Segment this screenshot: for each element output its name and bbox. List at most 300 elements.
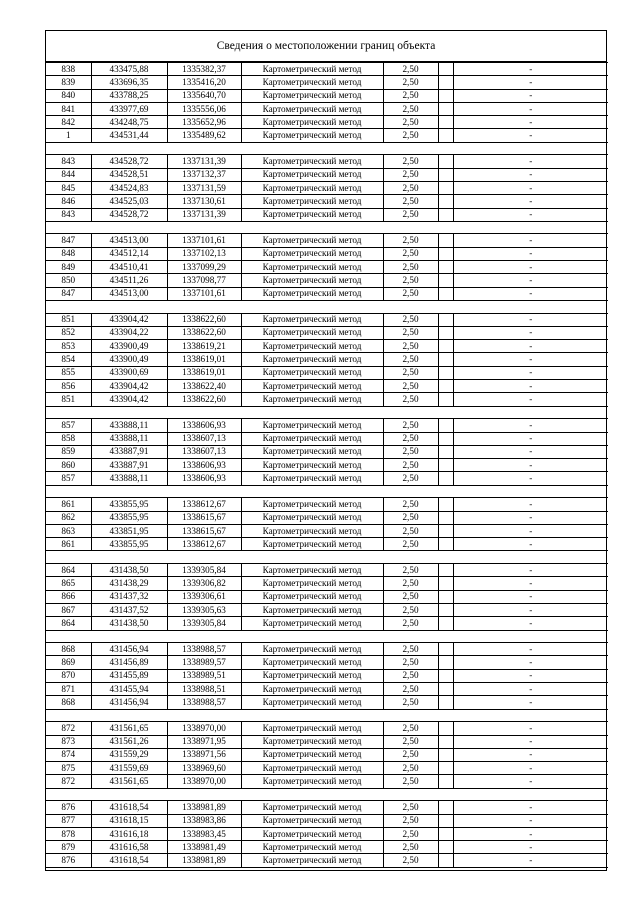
table-row — [46, 89, 608, 102]
y-coordinate-cell: 1335382,37 — [167, 63, 241, 76]
accuracy-cell: 2,50 — [383, 735, 438, 748]
x-coordinate-cell: 431618,15 — [91, 814, 167, 827]
page-title: Сведения о местоположении границ объекта — [46, 31, 606, 62]
spacer-cell — [438, 564, 453, 577]
accuracy-cell: 2,50 — [383, 683, 438, 696]
table-row — [46, 669, 608, 682]
table-row — [46, 643, 608, 656]
description-cell: - — [453, 617, 608, 630]
method-cell: Картометрический метод — [241, 854, 383, 867]
y-coordinate-cell: 1338615,67 — [167, 524, 241, 537]
accuracy-cell: 2,50 — [383, 603, 438, 616]
y-coordinate-cell: 1338988,57 — [167, 643, 241, 656]
description-cell: - — [453, 814, 608, 827]
point-number-cell: 850 — [46, 274, 91, 287]
accuracy-cell: 2,50 — [383, 247, 438, 260]
point-number-cell: 853 — [46, 340, 91, 353]
point-number-cell: 838 — [46, 63, 91, 76]
description-cell: - — [453, 498, 608, 511]
y-coordinate-cell: 1338622,60 — [167, 326, 241, 339]
description-cell: - — [453, 669, 608, 682]
method-cell: Картометрический метод — [241, 76, 383, 89]
y-coordinate-cell: 1339305,84 — [167, 564, 241, 577]
description-cell: - — [453, 195, 608, 208]
table-row — [46, 353, 608, 366]
point-number-cell: 874 — [46, 748, 91, 761]
x-coordinate-cell: 431559,29 — [91, 748, 167, 761]
x-coordinate-cell: 434248,75 — [91, 116, 167, 129]
point-number-cell: 842 — [46, 116, 91, 129]
point-number-cell: 857 — [46, 419, 91, 432]
spacer-cell — [438, 287, 453, 300]
y-coordinate-cell: 1338606,93 — [167, 459, 241, 472]
table-body — [46, 63, 608, 868]
method-cell: Картометрический метод — [241, 511, 383, 524]
accuracy-cell: 2,50 — [383, 669, 438, 682]
spacer-cell — [438, 472, 453, 485]
table-row — [46, 827, 608, 840]
group-separator-cell — [46, 630, 608, 643]
x-coordinate-cell: 431456,89 — [91, 656, 167, 669]
y-coordinate-cell: 1338970,00 — [167, 722, 241, 735]
x-coordinate-cell: 431618,54 — [91, 801, 167, 814]
y-coordinate-cell: 1339305,84 — [167, 617, 241, 630]
spacer-cell — [438, 748, 453, 761]
spacer-cell — [438, 393, 453, 406]
table-row — [46, 116, 608, 129]
x-coordinate-cell: 433904,42 — [91, 313, 167, 326]
table-row — [46, 854, 608, 867]
group-separator-cell — [46, 221, 608, 234]
table-row — [46, 287, 608, 300]
accuracy-cell: 2,50 — [383, 353, 438, 366]
y-coordinate-cell: 1338989,57 — [167, 656, 241, 669]
accuracy-cell: 2,50 — [383, 102, 438, 115]
description-cell: - — [453, 353, 608, 366]
x-coordinate-cell: 433887,91 — [91, 445, 167, 458]
point-number-cell: 858 — [46, 432, 91, 445]
y-coordinate-cell: 1337131,39 — [167, 155, 241, 168]
spacer-cell — [438, 340, 453, 353]
accuracy-cell: 2,50 — [383, 841, 438, 854]
point-number-cell: 861 — [46, 498, 91, 511]
spacer-cell — [438, 722, 453, 735]
group-separator-cell — [46, 406, 608, 419]
description-cell: - — [453, 603, 608, 616]
description-cell: - — [453, 155, 608, 168]
table-row — [46, 102, 608, 115]
y-coordinate-cell: 1338622,40 — [167, 380, 241, 393]
accuracy-cell: 2,50 — [383, 498, 438, 511]
description-cell: - — [453, 775, 608, 788]
table-row — [46, 313, 608, 326]
group-separator-row — [46, 630, 608, 643]
method-cell: Картометрический метод — [241, 656, 383, 669]
y-coordinate-cell: 1337098,77 — [167, 274, 241, 287]
x-coordinate-cell: 431559,69 — [91, 762, 167, 775]
method-cell: Картометрический метод — [241, 683, 383, 696]
table-row — [46, 603, 608, 616]
group-separator-cell — [46, 551, 608, 564]
spacer-cell — [438, 854, 453, 867]
accuracy-cell: 2,50 — [383, 801, 438, 814]
point-number-cell: 865 — [46, 577, 91, 590]
method-cell: Картометрический метод — [241, 116, 383, 129]
accuracy-cell: 2,50 — [383, 472, 438, 485]
description-cell: - — [453, 89, 608, 102]
x-coordinate-cell: 431438,50 — [91, 617, 167, 630]
x-coordinate-cell: 433855,95 — [91, 538, 167, 551]
description-cell: - — [453, 735, 608, 748]
description-cell: - — [453, 287, 608, 300]
method-cell: Картометрический метод — [241, 577, 383, 590]
point-number-cell: 846 — [46, 195, 91, 208]
accuracy-cell: 2,50 — [383, 195, 438, 208]
description-cell: - — [453, 643, 608, 656]
point-number-cell: 875 — [46, 762, 91, 775]
point-number-cell: 864 — [46, 564, 91, 577]
point-number-cell: 847 — [46, 287, 91, 300]
x-coordinate-cell: 433900,69 — [91, 366, 167, 379]
description-cell: - — [453, 564, 608, 577]
description-cell: - — [453, 748, 608, 761]
table-row — [46, 801, 608, 814]
point-number-cell: 863 — [46, 524, 91, 537]
description-cell: - — [453, 116, 608, 129]
table-row — [46, 814, 608, 827]
accuracy-cell: 2,50 — [383, 155, 438, 168]
description-cell: - — [453, 841, 608, 854]
y-coordinate-cell: 1338989,51 — [167, 669, 241, 682]
x-coordinate-cell: 434513,00 — [91, 287, 167, 300]
spacer-cell — [438, 247, 453, 260]
group-separator-row — [46, 142, 608, 155]
y-coordinate-cell: 1339306,82 — [167, 577, 241, 590]
accuracy-cell: 2,50 — [383, 366, 438, 379]
description-cell: - — [453, 854, 608, 867]
spacer-cell — [438, 762, 453, 775]
accuracy-cell: 2,50 — [383, 577, 438, 590]
point-number-cell: 843 — [46, 208, 91, 221]
point-number-cell: 859 — [46, 445, 91, 458]
point-number-cell: 855 — [46, 366, 91, 379]
point-number-cell: 857 — [46, 472, 91, 485]
document-page — [45, 30, 607, 871]
point-number-cell: 868 — [46, 643, 91, 656]
accuracy-cell: 2,50 — [383, 129, 438, 142]
y-coordinate-cell: 1335556,06 — [167, 102, 241, 115]
x-coordinate-cell: 433788,25 — [91, 89, 167, 102]
x-coordinate-cell: 431437,52 — [91, 603, 167, 616]
description-cell: - — [453, 538, 608, 551]
method-cell: Картометрический метод — [241, 313, 383, 326]
table-row — [46, 577, 608, 590]
table-row — [46, 76, 608, 89]
table-row — [46, 498, 608, 511]
accuracy-cell: 2,50 — [383, 459, 438, 472]
point-number-cell: 849 — [46, 261, 91, 274]
spacer-cell — [438, 208, 453, 221]
point-number-cell: 877 — [46, 814, 91, 827]
spacer-cell — [438, 353, 453, 366]
x-coordinate-cell: 431456,94 — [91, 643, 167, 656]
spacer-cell — [438, 445, 453, 458]
accuracy-cell: 2,50 — [383, 89, 438, 102]
spacer-cell — [438, 775, 453, 788]
table-row — [46, 590, 608, 603]
boundary-points-table — [46, 62, 606, 868]
table-row — [46, 326, 608, 339]
x-coordinate-cell: 433887,91 — [91, 459, 167, 472]
method-cell: Картометрический метод — [241, 340, 383, 353]
table-row — [46, 683, 608, 696]
description-cell: - — [453, 419, 608, 432]
table-row — [46, 247, 608, 260]
point-number-cell: 852 — [46, 326, 91, 339]
table-row — [46, 274, 608, 287]
point-number-cell: 845 — [46, 181, 91, 194]
point-number-cell: 876 — [46, 801, 91, 814]
point-number-cell: 866 — [46, 590, 91, 603]
description-cell: - — [453, 247, 608, 260]
accuracy-cell: 2,50 — [383, 181, 438, 194]
x-coordinate-cell: 434531,44 — [91, 129, 167, 142]
point-number-cell: 841 — [46, 102, 91, 115]
description-cell: - — [453, 656, 608, 669]
spacer-cell — [438, 89, 453, 102]
description-cell: - — [453, 129, 608, 142]
description-cell: - — [453, 63, 608, 76]
accuracy-cell: 2,50 — [383, 393, 438, 406]
spacer-cell — [438, 801, 453, 814]
spacer-cell — [438, 181, 453, 194]
point-number-cell: 856 — [46, 380, 91, 393]
y-coordinate-cell: 1338606,93 — [167, 472, 241, 485]
method-cell: Картометрический метод — [241, 538, 383, 551]
y-coordinate-cell: 1338619,21 — [167, 340, 241, 353]
table-row — [46, 617, 608, 630]
accuracy-cell: 2,50 — [383, 76, 438, 89]
method-cell: Картометрический метод — [241, 89, 383, 102]
spacer-cell — [438, 326, 453, 339]
y-coordinate-cell: 1338607,13 — [167, 432, 241, 445]
accuracy-cell: 2,50 — [383, 340, 438, 353]
point-number-cell: 843 — [46, 155, 91, 168]
x-coordinate-cell: 434511,26 — [91, 274, 167, 287]
y-coordinate-cell: 1337131,39 — [167, 208, 241, 221]
point-number-cell: 861 — [46, 538, 91, 551]
accuracy-cell: 2,50 — [383, 313, 438, 326]
table-row — [46, 524, 608, 537]
description-cell: - — [453, 326, 608, 339]
x-coordinate-cell: 433851,95 — [91, 524, 167, 537]
accuracy-cell: 2,50 — [383, 854, 438, 867]
x-coordinate-cell: 434512,14 — [91, 247, 167, 260]
method-cell: Картометрический метод — [241, 353, 383, 366]
accuracy-cell: 2,50 — [383, 168, 438, 181]
x-coordinate-cell: 433904,22 — [91, 326, 167, 339]
method-cell: Картометрический метод — [241, 195, 383, 208]
description-cell: - — [453, 366, 608, 379]
method-cell: Картометрический метод — [241, 261, 383, 274]
y-coordinate-cell: 1338988,51 — [167, 683, 241, 696]
method-cell: Картометрический метод — [241, 208, 383, 221]
table-row — [46, 380, 608, 393]
accuracy-cell: 2,50 — [383, 762, 438, 775]
spacer-cell — [438, 380, 453, 393]
point-number-cell: 870 — [46, 669, 91, 682]
method-cell: Картометрический метод — [241, 287, 383, 300]
y-coordinate-cell: 1338607,13 — [167, 445, 241, 458]
x-coordinate-cell: 433855,95 — [91, 498, 167, 511]
accuracy-cell: 2,50 — [383, 326, 438, 339]
group-separator-row — [46, 485, 608, 498]
y-coordinate-cell: 1338622,60 — [167, 393, 241, 406]
y-coordinate-cell: 1338983,86 — [167, 814, 241, 827]
spacer-cell — [438, 643, 453, 656]
spacer-cell — [438, 129, 453, 142]
spacer-cell — [438, 524, 453, 537]
accuracy-cell: 2,50 — [383, 775, 438, 788]
spacer-cell — [438, 538, 453, 551]
table-row — [46, 195, 608, 208]
description-cell: - — [453, 274, 608, 287]
description-cell: - — [453, 762, 608, 775]
accuracy-cell: 2,50 — [383, 63, 438, 76]
spacer-cell — [438, 603, 453, 616]
y-coordinate-cell: 1339306,61 — [167, 590, 241, 603]
table-row — [46, 564, 608, 577]
description-cell: - — [453, 168, 608, 181]
accuracy-cell: 2,50 — [383, 814, 438, 827]
description-cell: - — [453, 432, 608, 445]
x-coordinate-cell: 431616,58 — [91, 841, 167, 854]
spacer-cell — [438, 827, 453, 840]
method-cell: Картометрический метод — [241, 366, 383, 379]
y-coordinate-cell: 1337101,61 — [167, 287, 241, 300]
group-separator-cell — [46, 300, 608, 313]
x-coordinate-cell: 431618,54 — [91, 854, 167, 867]
x-coordinate-cell: 431616,18 — [91, 827, 167, 840]
y-coordinate-cell: 1338981,89 — [167, 801, 241, 814]
spacer-cell — [438, 683, 453, 696]
point-number-cell: 864 — [46, 617, 91, 630]
description-cell: - — [453, 102, 608, 115]
description-cell: - — [453, 577, 608, 590]
accuracy-cell: 2,50 — [383, 234, 438, 247]
x-coordinate-cell: 431438,29 — [91, 577, 167, 590]
description-cell: - — [453, 459, 608, 472]
method-cell: Картометрический метод — [241, 326, 383, 339]
spacer-cell — [438, 498, 453, 511]
y-coordinate-cell: 1338612,67 — [167, 498, 241, 511]
spacer-cell — [438, 696, 453, 709]
method-cell: Картометрический метод — [241, 234, 383, 247]
table-row — [46, 472, 608, 485]
x-coordinate-cell: 433977,69 — [91, 102, 167, 115]
table-row — [46, 63, 608, 76]
point-number-cell: 848 — [46, 247, 91, 260]
x-coordinate-cell: 434528,72 — [91, 155, 167, 168]
spacer-cell — [438, 116, 453, 129]
accuracy-cell: 2,50 — [383, 432, 438, 445]
x-coordinate-cell: 431561,65 — [91, 775, 167, 788]
method-cell: Картометрический метод — [241, 380, 383, 393]
method-cell: Картометрический метод — [241, 393, 383, 406]
point-number-cell: 840 — [46, 89, 91, 102]
y-coordinate-cell: 1338988,57 — [167, 696, 241, 709]
accuracy-cell: 2,50 — [383, 419, 438, 432]
x-coordinate-cell: 431438,50 — [91, 564, 167, 577]
y-coordinate-cell: 1338622,60 — [167, 313, 241, 326]
group-separator-cell — [46, 485, 608, 498]
method-cell: Картометрический метод — [241, 181, 383, 194]
point-number-cell: 869 — [46, 656, 91, 669]
y-coordinate-cell: 1337131,59 — [167, 181, 241, 194]
table-row — [46, 234, 608, 247]
x-coordinate-cell: 431455,89 — [91, 669, 167, 682]
y-coordinate-cell: 1338606,93 — [167, 419, 241, 432]
method-cell: Картометрический метод — [241, 274, 383, 287]
table-row — [46, 538, 608, 551]
y-coordinate-cell: 1338971,95 — [167, 735, 241, 748]
accuracy-cell: 2,50 — [383, 617, 438, 630]
point-number-cell: 879 — [46, 841, 91, 854]
description-cell: - — [453, 76, 608, 89]
spacer-cell — [438, 656, 453, 669]
accuracy-cell: 2,50 — [383, 445, 438, 458]
accuracy-cell: 2,50 — [383, 827, 438, 840]
accuracy-cell: 2,50 — [383, 524, 438, 537]
table-row — [46, 445, 608, 458]
x-coordinate-cell: 433475,88 — [91, 63, 167, 76]
table-row — [46, 432, 608, 445]
point-number-cell: 862 — [46, 511, 91, 524]
x-coordinate-cell: 431456,94 — [91, 696, 167, 709]
x-coordinate-cell: 433904,42 — [91, 380, 167, 393]
spacer-cell — [438, 735, 453, 748]
method-cell: Картометрический метод — [241, 722, 383, 735]
method-cell: Картометрический метод — [241, 445, 383, 458]
point-number-cell: 871 — [46, 683, 91, 696]
accuracy-cell: 2,50 — [383, 208, 438, 221]
group-separator-row — [46, 221, 608, 234]
table-row — [46, 511, 608, 524]
point-number-cell: 872 — [46, 775, 91, 788]
spacer-cell — [438, 63, 453, 76]
accuracy-cell: 2,50 — [383, 564, 438, 577]
method-cell: Картометрический метод — [241, 472, 383, 485]
table-row — [46, 419, 608, 432]
spacer-cell — [438, 234, 453, 247]
description-cell: - — [453, 380, 608, 393]
accuracy-cell: 2,50 — [383, 590, 438, 603]
method-cell: Картометрический метод — [241, 247, 383, 260]
y-coordinate-cell: 1338619,01 — [167, 353, 241, 366]
x-coordinate-cell: 433696,35 — [91, 76, 167, 89]
method-cell: Картометрический метод — [241, 841, 383, 854]
y-coordinate-cell: 1337132,37 — [167, 168, 241, 181]
spacer-cell — [438, 313, 453, 326]
method-cell: Картометрический метод — [241, 814, 383, 827]
x-coordinate-cell: 433888,11 — [91, 432, 167, 445]
method-cell: Картометрический метод — [241, 643, 383, 656]
method-cell: Картометрический метод — [241, 102, 383, 115]
table-row — [46, 459, 608, 472]
table-row — [46, 696, 608, 709]
spacer-cell — [438, 590, 453, 603]
spacer-cell — [438, 168, 453, 181]
